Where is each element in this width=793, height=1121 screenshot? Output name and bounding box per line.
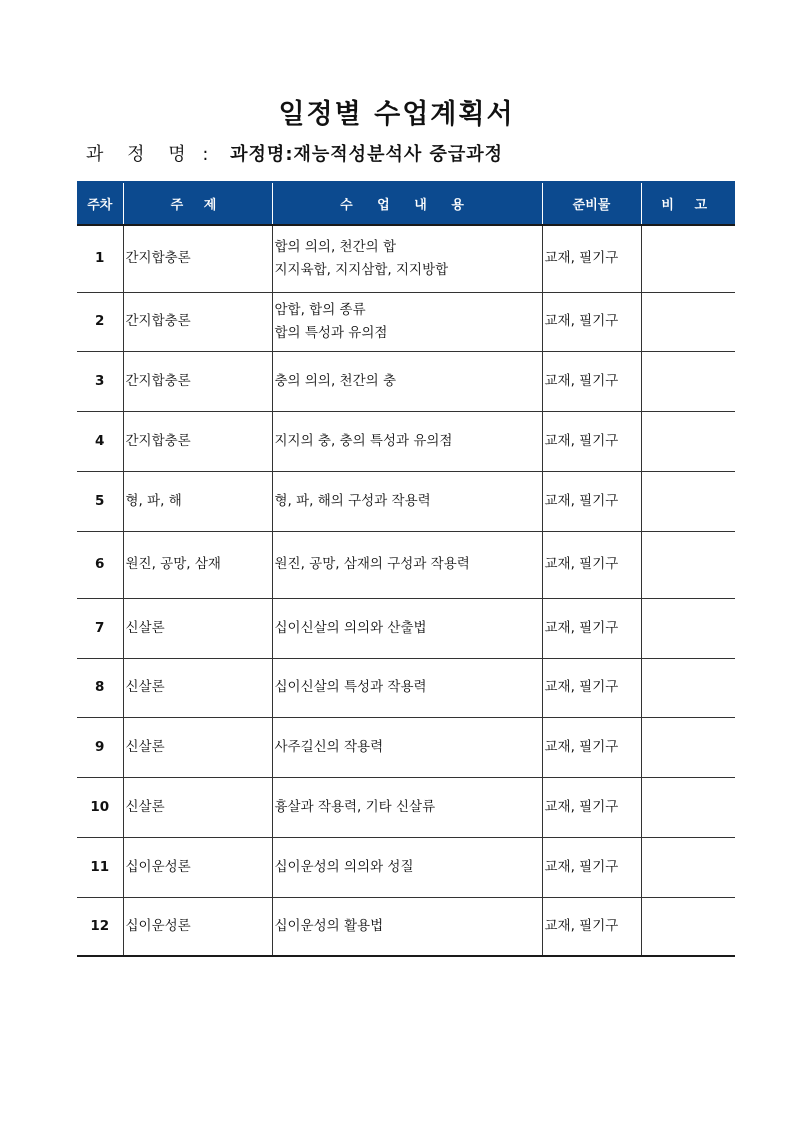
topic-cell: 간지합충론 <box>123 411 272 471</box>
remarks-cell <box>641 717 735 777</box>
remarks-cell <box>641 598 735 658</box>
remarks-cell <box>641 351 735 411</box>
remarks-cell <box>641 897 735 956</box>
week-cell: 2 <box>77 292 123 351</box>
topic-cell: 간지합충론 <box>123 292 272 351</box>
content-line: 십이신살의 특성과 작용력 <box>274 679 427 695</box>
week-cell: 1 <box>77 225 123 292</box>
content-cell <box>272 225 542 292</box>
remarks-cell <box>641 411 735 471</box>
remarks-cell <box>641 471 735 531</box>
remarks-cell <box>641 658 735 717</box>
content-line: 원진, 공망, 삼재의 구성과 작용력 <box>274 556 470 572</box>
table-row <box>77 717 735 777</box>
content-cell <box>272 658 542 717</box>
topic-cell: 간지합충론 <box>123 351 272 411</box>
week-cell: 11 <box>77 837 123 897</box>
content-line: 흉살과 작용력, 기타 신살류 <box>274 798 436 815</box>
week-cell: 12 <box>77 897 123 956</box>
content-line: 합의 특성과 유의점 <box>274 324 388 341</box>
table-row <box>77 897 735 956</box>
table-row <box>77 777 735 837</box>
table-row <box>77 837 735 897</box>
content-cell <box>272 411 542 471</box>
materials-cell: 교재, 필기구 <box>542 225 641 292</box>
header-week: 주차 <box>77 182 123 225</box>
week-cell: 8 <box>77 658 123 717</box>
content-line: 충의 의의, 천간의 충 <box>274 372 396 389</box>
table-header-row <box>77 182 735 225</box>
content-cell <box>272 777 542 837</box>
topic-cell: 신살론 <box>123 777 272 837</box>
header-remarks: 비 고 <box>641 182 735 225</box>
content-line: 지지의 충, 충의 특성과 유의점 <box>274 432 453 449</box>
content-cell <box>272 351 542 411</box>
week-cell: 10 <box>77 777 123 837</box>
lesson-plan-table <box>77 181 735 957</box>
content-line: 지지육합, 지지삼합, 지지방합 <box>274 261 449 278</box>
materials-cell: 교재, 필기구 <box>542 351 641 411</box>
week-cell: 4 <box>77 411 123 471</box>
topic-cell: 신살론 <box>123 598 272 658</box>
materials-cell: 교재, 필기구 <box>542 658 641 717</box>
content-cell <box>272 292 542 351</box>
remarks-cell <box>641 777 735 837</box>
materials-cell: 교재, 필기구 <box>542 411 641 471</box>
remarks-cell <box>641 292 735 351</box>
content-cell <box>272 598 542 658</box>
table-row <box>77 471 735 531</box>
remarks-cell <box>641 531 735 598</box>
table-row <box>77 292 735 351</box>
content-cell <box>272 471 542 531</box>
remarks-cell <box>641 837 735 897</box>
topic-cell: 십이운성론 <box>123 837 272 897</box>
topic-cell: 간지합충론 <box>123 225 272 292</box>
materials-cell: 교재, 필기구 <box>542 598 641 658</box>
table-body <box>77 225 735 956</box>
course-line <box>86 140 503 166</box>
table-row <box>77 598 735 658</box>
topic-cell: 형, 파, 해 <box>123 471 272 531</box>
content-line: 십이신살의 의의와 산출법 <box>274 619 427 636</box>
week-cell: 5 <box>77 471 123 531</box>
header-materials: 준비물 <box>542 182 641 225</box>
materials-cell: 교재, 필기구 <box>542 471 641 531</box>
topic-cell: 신살론 <box>123 717 272 777</box>
content-line: 십이운성의 의의와 성질 <box>274 858 414 875</box>
topic-cell: 원진, 공망, 삼재 <box>123 531 272 598</box>
materials-cell: 교재, 필기구 <box>542 292 641 351</box>
week-cell: 3 <box>77 351 123 411</box>
content-line: 십이운성의 활용법 <box>274 917 384 934</box>
table-row <box>77 531 735 598</box>
table-row <box>77 411 735 471</box>
content-cell <box>272 717 542 777</box>
week-cell: 9 <box>77 717 123 777</box>
topic-cell: 십이운성론 <box>123 897 272 956</box>
header-content: 수 업 내 용 <box>272 182 542 225</box>
week-cell: 7 <box>77 598 123 658</box>
materials-cell: 교재, 필기구 <box>542 777 641 837</box>
content-line: 합의 의의, 천간의 합 <box>274 238 396 255</box>
content-cell <box>272 897 542 956</box>
content-line: 사주길신의 작용력 <box>274 738 384 755</box>
materials-cell: 교재, 필기구 <box>542 897 641 956</box>
table-row <box>77 351 735 411</box>
content-line: 형, 파, 해의 구성과 작용력 <box>274 492 431 509</box>
header-topic: 주 제 <box>123 182 272 225</box>
materials-cell: 교재, 필기구 <box>542 531 641 598</box>
content-cell <box>272 531 542 598</box>
week-cell: 6 <box>77 531 123 598</box>
topic-cell: 신살론 <box>123 658 272 717</box>
table-row <box>77 658 735 717</box>
content-line: 암합, 합의 종류 <box>274 301 366 318</box>
course-colon: : <box>202 144 209 165</box>
document-title: 일정별 수업계획서 <box>278 99 515 130</box>
content-cell <box>272 837 542 897</box>
course-label: 과 정 명 <box>86 144 195 165</box>
course-name: 과정명:재능적성분석사 중급과정 <box>230 144 504 165</box>
materials-cell: 교재, 필기구 <box>542 837 641 897</box>
materials-cell: 교재, 필기구 <box>542 717 641 777</box>
remarks-cell <box>641 225 735 292</box>
table-row <box>77 225 735 292</box>
